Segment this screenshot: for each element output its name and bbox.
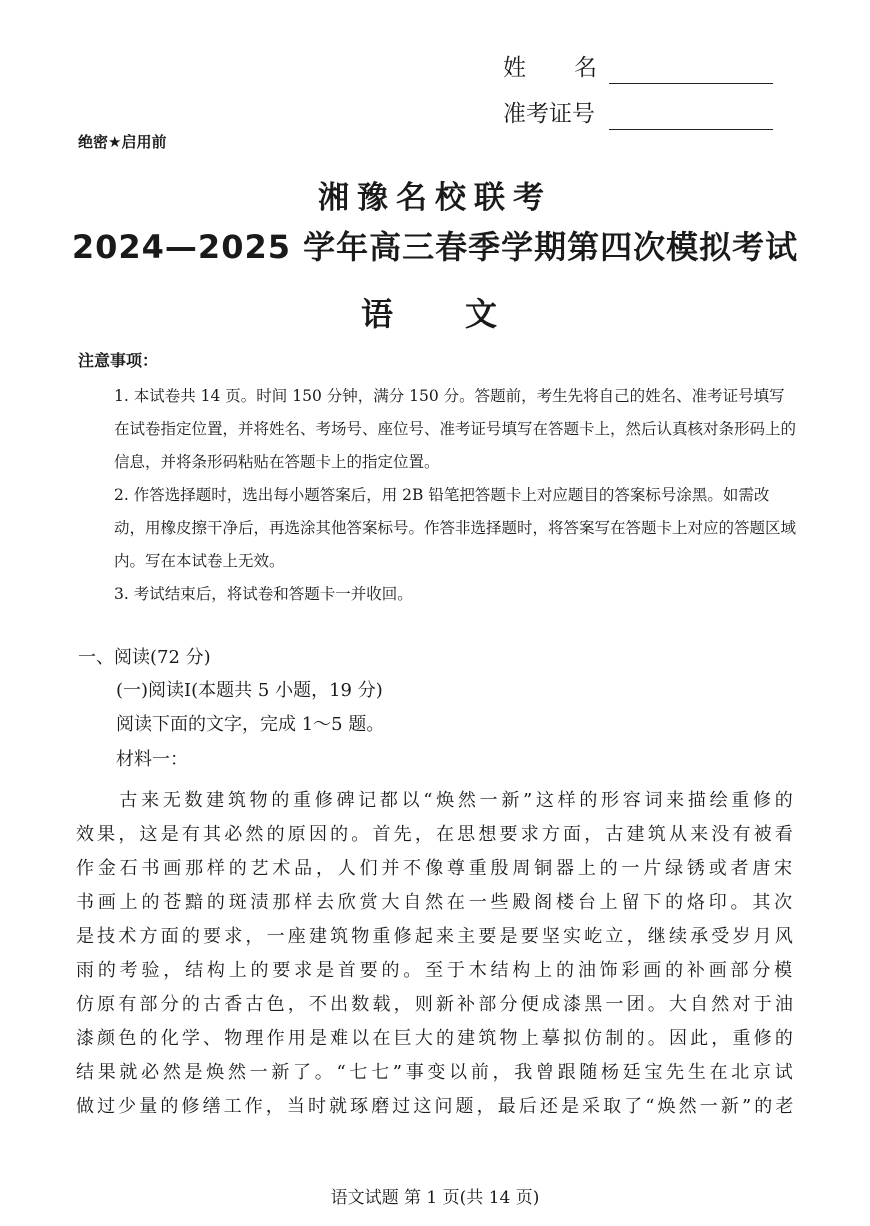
exam-title: 2024—2025 学年高三春季学期第四次模拟考试 [71,228,799,266]
passage-line: 书画上的苍黯的斑渍那样去欣赏大自然在一些殿阁楼台上留下的烙印。其次 [76,892,796,913]
notice-item: 1. 本试卷共 14 页。时间 150 分钟，满分 150 分。答题前，考生先将自己的姓名、准考证号填写在试卷指定位置，并将姓名、考场号、座位号、准考证号填写在答题卡上，然后认真核对条形码上的信息，并将条形码粘贴在答题卡上的指定位置。 [114,387,797,471]
name-row [503,38,773,84]
name-blank[interactable] [609,53,773,84]
exam-id-row [503,84,773,130]
passage-line: 仿原有部分的古香古色，不出数载，则新补部分便成漆黑一团。大自然对于油 [76,994,796,1015]
passage-line: 效果，这是有其必然的原因的。首先，在思想要求方面，古建筑从来没有被看 [76,824,796,845]
material-label: 材料一： [116,749,188,770]
section-instruction: 阅读下面的文字，完成 1～5 题。 [116,714,385,735]
notice-heading: 注意事项： [78,351,159,370]
page-footer: 语文试题 第 1 页(共 14 页) [330,1188,540,1208]
notice-item: 2. 作答选择题时，选出每小题答案后，用 2B 铅笔把答题卡上对应题目的答案标号涂黑。如需改动，用橡皮擦干净后，再选涂其他答案标号。作答非选择题时，将答案写在答题卡上对应的答题区域内。写在本试卷上无效。 [114,486,797,570]
exam-id-label: 准考证号 [503,101,595,127]
passage-line: 古来无数建筑物的重修碑记都以“焕然一新”这样的形容词来描绘重修的 [76,790,797,811]
exam-union-title: 湘豫名校联考 [318,180,552,216]
passage-line: 结果就必然是焕然一新了。“七七”事变以前，我曾跟随杨廷宝先生在北京试 [76,1062,797,1083]
name-label: 姓名 [503,55,645,81]
passage-line: 做过少量的修缮工作，当时就琢磨过这问题，最后还是采取了“焕然一新”的老 [76,1096,797,1117]
section-heading: 一、阅读(72 分) [78,647,211,668]
notice-list [114,380,796,611]
passage-line: 作金石书画那样的艺术品，人们并不像尊重殷周铜器上的一片绿锈或者唐宋 [76,858,796,879]
exam-id-blank[interactable] [609,99,773,130]
passage-line: 雨的考验，结构上的要求是首要的。至于木结构上的油饰彩画的补画部分模 [76,960,796,981]
passage-line: 是技术方面的要求，一座建筑物重修起来主要是要坚实屹立，继续承受岁月风 [76,926,796,947]
candidate-info [503,38,773,130]
section-subheading: (一)阅读Ⅰ(本题共 5 小题，19 分) [116,680,383,701]
passage-line: 漆颜色的化学、物理作用是难以在巨大的建筑物上摹拟仿制的。因此，重修的 [76,1028,796,1049]
subject-title: 语文 [360,295,569,333]
notice-item: 3. 考试结束后，将试卷和答题卡一并收回。 [114,585,413,603]
confidential-label: 绝密★启用前 [78,133,167,151]
